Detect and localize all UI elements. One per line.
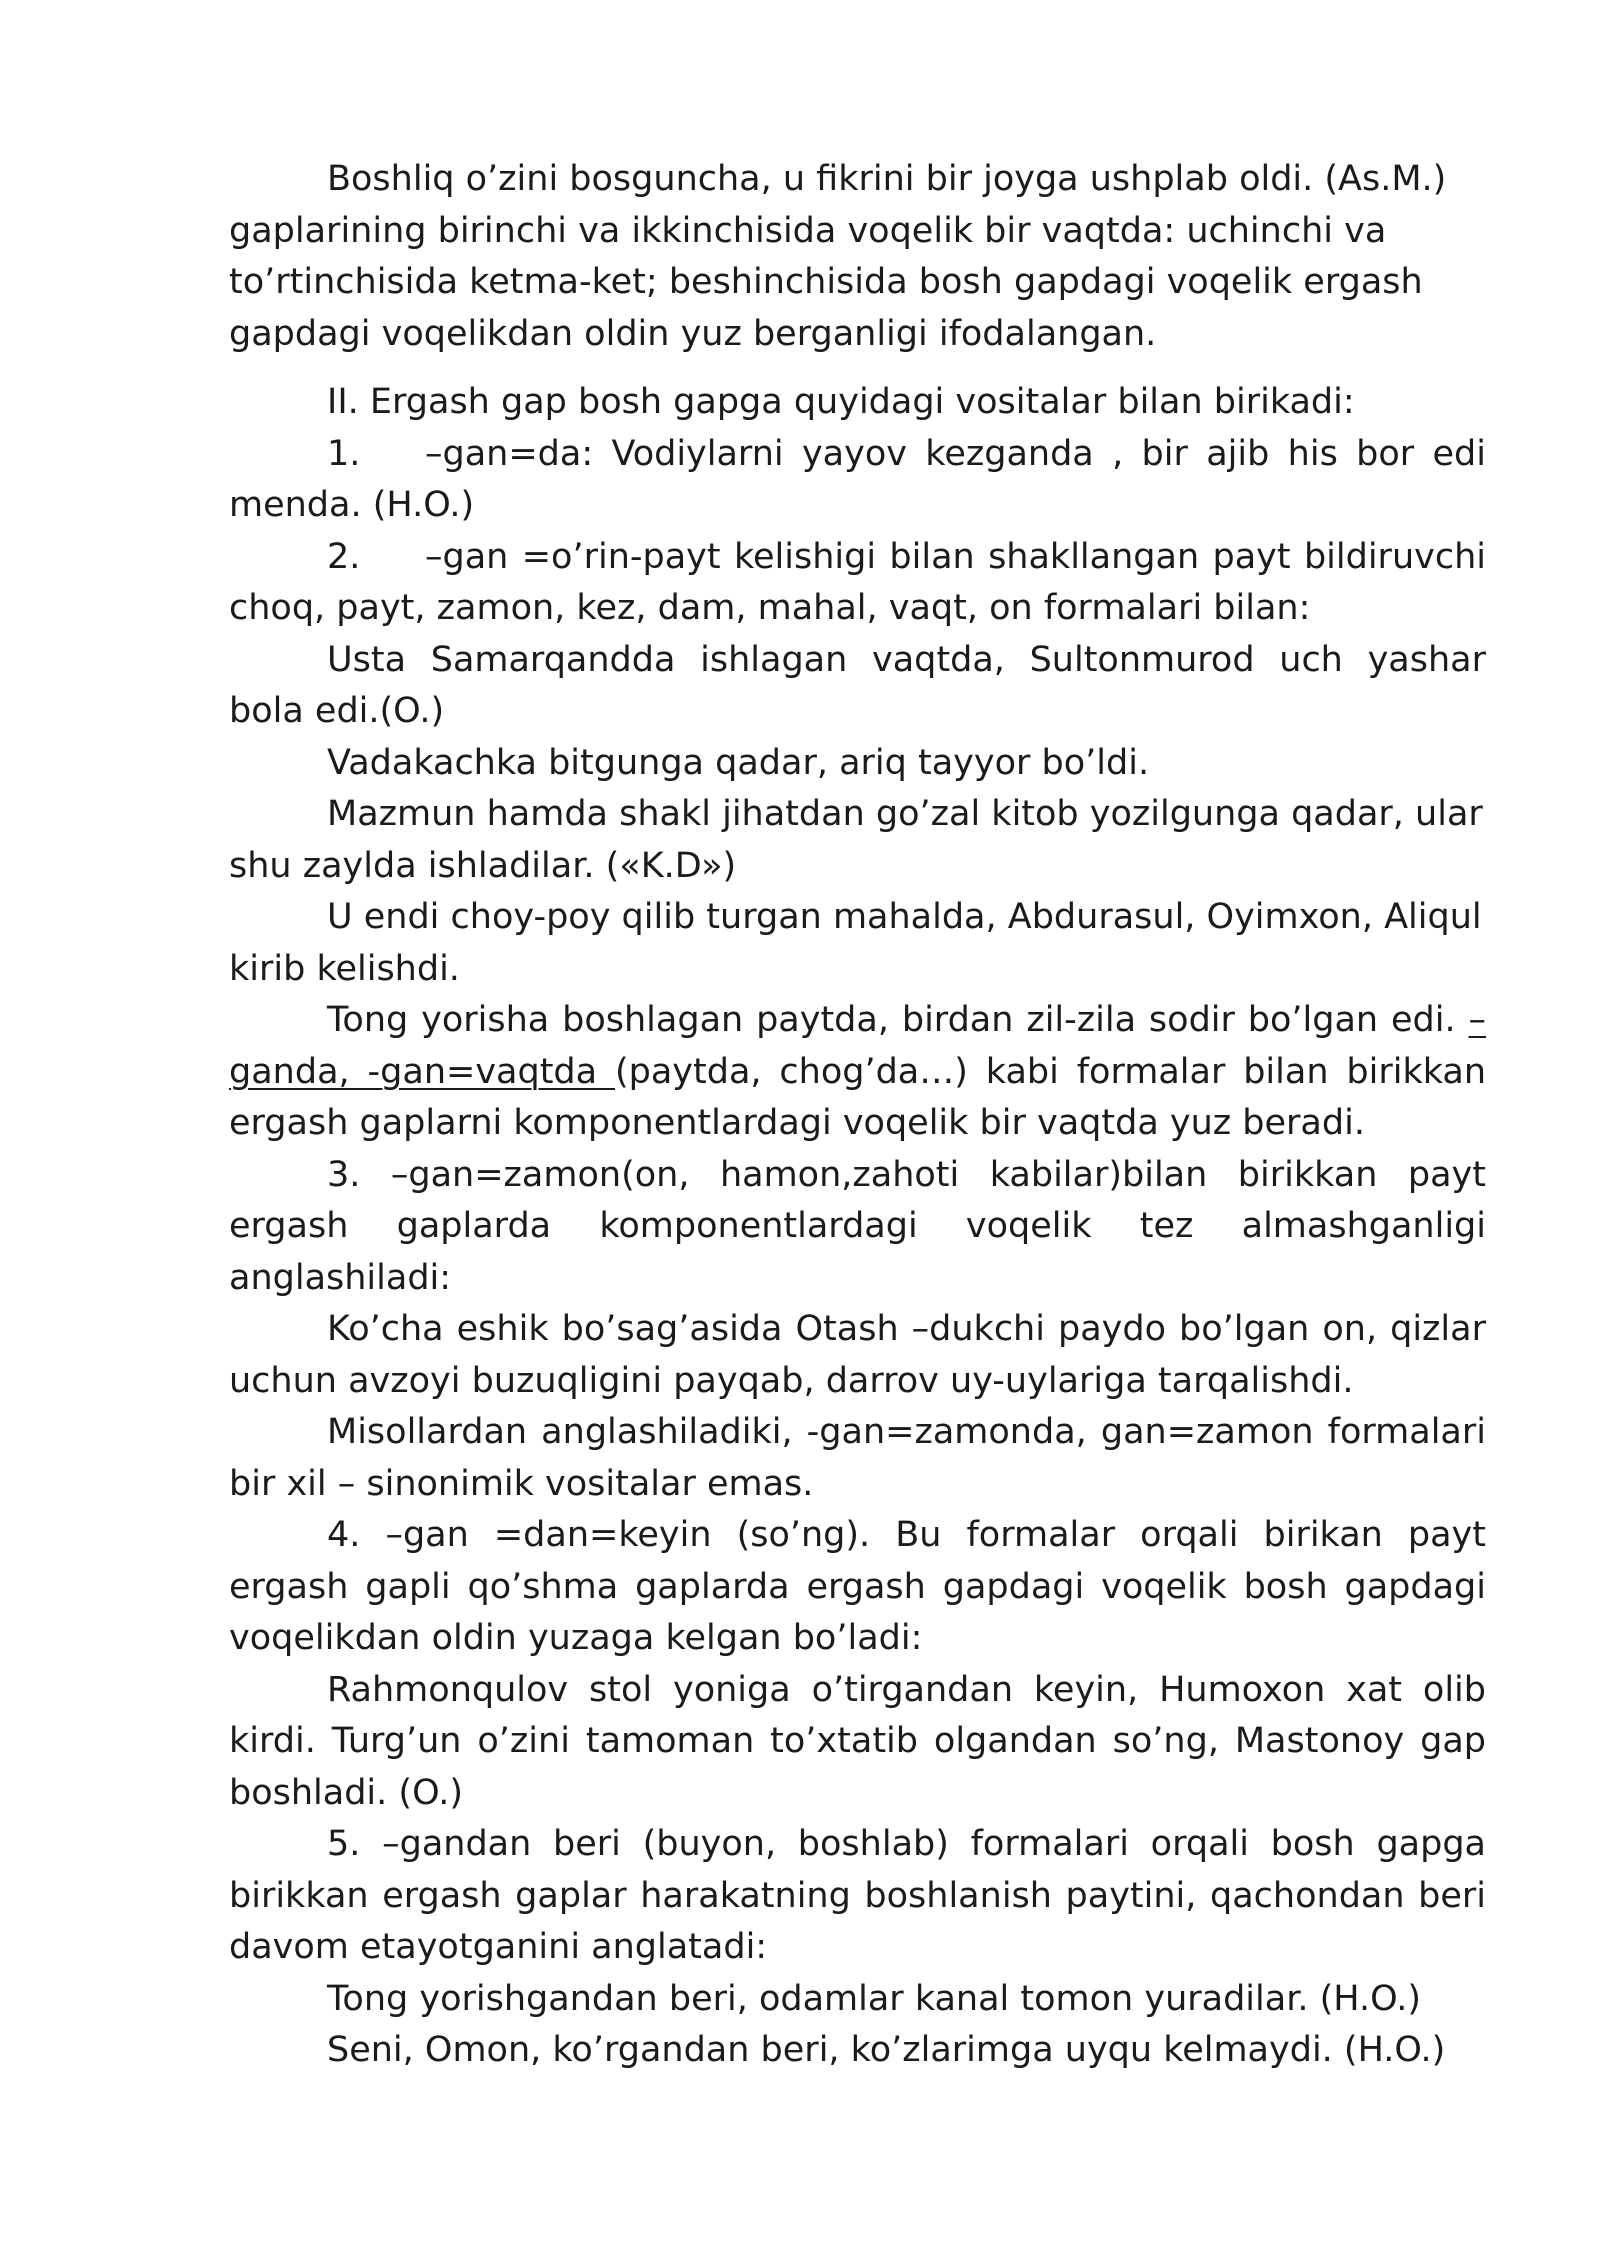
paragraph-3 — [229, 429, 1486, 532]
paragraph-14: Rahmonqulov stol yoniga o’tirgandan keyin, Humoxon xat olib kirdi. Turg’un o’zini tamoman to’xtatib olgandan so’ng, Mastonoy gap boshladi. (O.) — [229, 1669, 1486, 1813]
paragraph-5: Usta Samarqandda ishlagan vaqtda, Sultonmurod uch yashar bola edi.(O.) — [229, 639, 1486, 731]
paragraph-3-text: –gan=da: Vodiylarni yayov kezganda , bir ajib his bor edi menda. (H.O.) — [229, 433, 1486, 525]
paragraph-9-text-end: (paytda, chog’da…) kabi formalar bilan birikkan ergash gaplarni komponentlardagi voqelik bir vaqtda yuz beradi. — [229, 1051, 1486, 1143]
paragraph-17: Seni, Omon, ko’rgandan beri, ko’zlarimga uyqu kelmaydi. (H.O.) — [327, 2030, 1446, 2070]
paragraph-7: Mazmun hamda shakl jihatdan go’zal kitob yozilgunga qadar, ular shu zaylda ishladilar. («K.D») — [229, 794, 1483, 886]
paragraph-10: 3. –gan=zamon(on, hamon,zahoti kabilar)bilan birikkan payt ergash gaplarda komponentlardagi voqelik tez almashganligi anglashiladi: — [229, 1154, 1486, 1298]
paragraph-9-text-start: Tong yorisha boshlagan paytda, birdan zil-zila sodir bo’lgan edi. — [327, 1000, 1469, 1040]
list-number-1: 1. — [327, 433, 361, 474]
document-page — [229, 154, 1486, 2077]
paragraph-2: II. Ergash gap bosh gapga quyidagi vositalar bilan birikadi: — [327, 382, 1355, 422]
paragraph-4 — [229, 532, 1486, 635]
paragraph-8: U endi choy-poy qilib turgan mahalda, Abdurasul, Oyimxon, Aliqul kirib kelishdi. — [229, 897, 1482, 989]
paragraph-16: Tong yorishgandan beri, odamlar kanal tomon yuradilar. (H.O.) — [327, 1978, 1422, 2019]
paragraph-12: Misollardan anglashiladiki, -gan=zamonda, gan=zamon formalari bir xil – sinonimik vositalar emas. — [229, 1412, 1486, 1504]
paragraph-1: Boshliq o’zini bosguncha, u fikrini bir joyga ushplab oldi. (As.M.) gaplarining birinchi va ikkinchisida voqelik bir vaqtda: uchinchi va to’rtinchisida ketma-ket; beshinchisida bosh gapdagi voqelik ergash gapdagi voqelikdan oldin yuz berganligi ifodalangan. — [229, 159, 1447, 354]
paragraph-9 — [229, 995, 1486, 1150]
paragraph-15: 5. –gandan beri (buyon, boshlab) formalari orqali bosh gapga birikkan ergash gaplar harakatning boshlanish paytini, qachondan beri davom etayotganini anglatadi: — [229, 1824, 1486, 1967]
list-number-2: 2. — [327, 536, 361, 577]
paragraph-13: 4. –gan =dan=keyin (so’ng). Bu formalar orqali birikan payt ergash gapli qo’shma gaplarda ergash gapdagi voqelik bosh gapdagi voqelikdan oldin yuzaga kelgan bo’ladi: — [229, 1515, 1486, 1658]
paragraph-6: Vadakachka bitgunga qadar, ariq tayyor bo’ldi. — [327, 742, 1150, 783]
underlined-forms: –ganda, -gan=vaqtda — [229, 1000, 1486, 1092]
paragraph-11: Ko’cha eshik bo’sag’asida Otash –dukchi paydo bo’lgan on, qizlar uchun avzoyi buzuqligini payqab, darrov uy-uylariga tarqalishdi. — [229, 1309, 1486, 1401]
paragraph-4-text: –gan =o’rin-payt kelishigi bilan shakllangan payt bildiruvchi choq, payt, zamon, kez, dam, mahal, vaqt, on formalari bilan: — [229, 536, 1486, 628]
